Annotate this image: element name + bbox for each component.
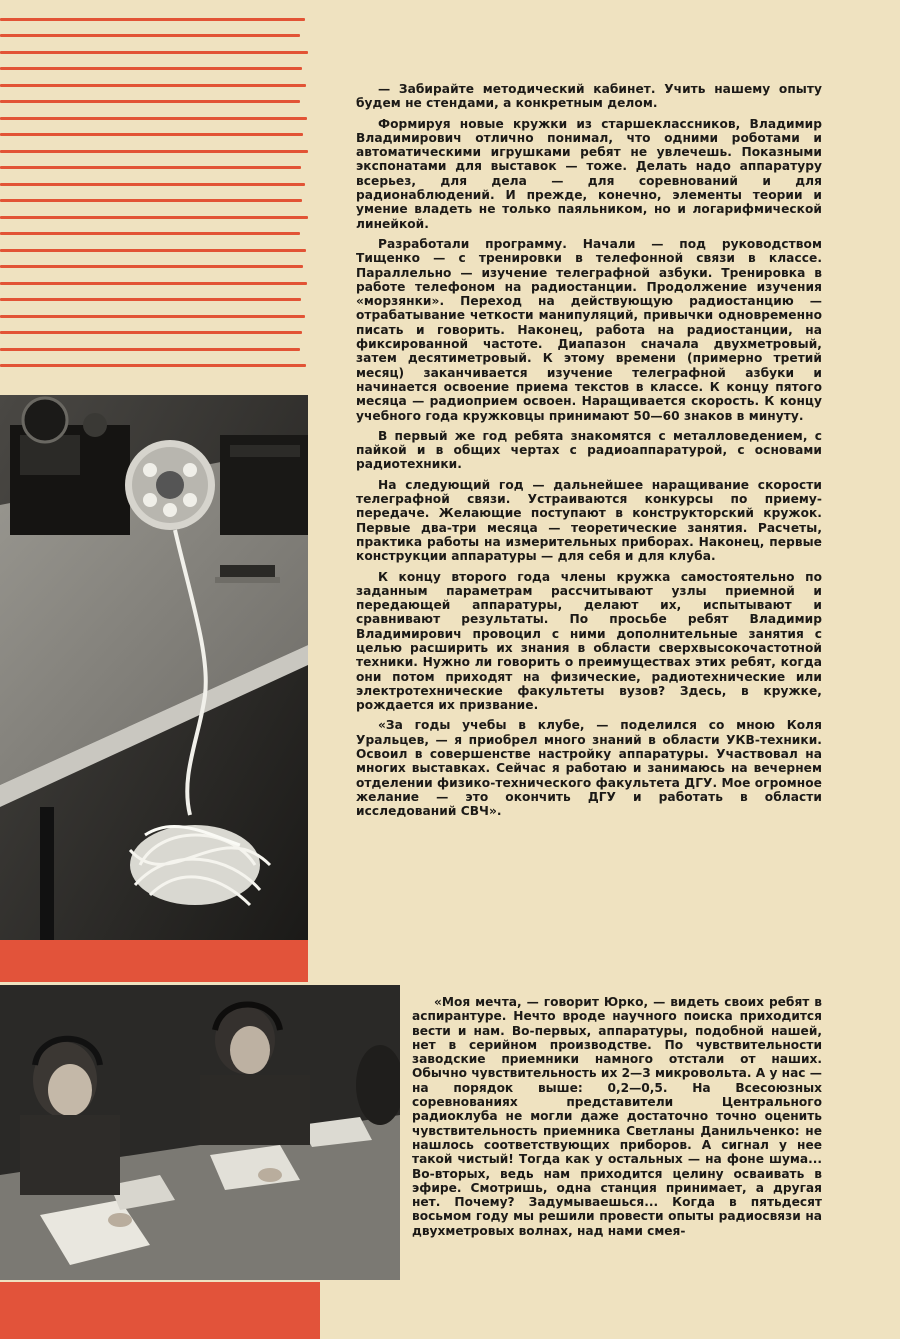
- paragraph: «За годы учебы в клубе, — поделился со мною Коля Уральцев, — я приобрел много знаний в области УКВ-техники. Освоил в совершенстве настройку аппаратуры. Участвовал на многих выставках. Сейчас я работаю и занимаюсь на вечернем отделении физико-технического факультета ДГУ. Мое огромное желание — это окончить ДГУ и работать в области исследований СВЧ».: [356, 718, 822, 819]
- paragraph: — Забирайте методический кабинет. Учить нашему опыту будем не стендами, а конкретным делом.: [356, 82, 822, 111]
- article-column: [356, 82, 822, 825]
- photo-students-writing: [0, 985, 400, 1280]
- paragraph: «Моя мечта, — говорит Юрко, — видеть своих ребят в аспирантуре. Нечто вроде научного поиска приходится вести и нам. Во-первых, аппаратуры, подобной нашей, нет в серийном производстве. По чувствительности заводские приемники намного отстали от наших. Обычно чувствительность их 2—3 микровольта. А у нас — на порядок выше: 0,2—0,5. На Всесоюзных соревнованиях представители Центрального радиоклуба не могли даже достаточно точно оценить чувствительность приемника Светланы Данильченко: не нашлось соответствующих приборов. А сигнал у нее такой чистый! Тогда как у остальных — на фоне шума... Во-вторых, ведь нам приходится целину осваивать в эфире. Смотришь, одна станция принимает, а другая нет. Почему? Задумываешься... Когда в пятьдесят восьмом году мы решили провести опыты радиосвязи на двухметровых волнах, над нами смея-: [412, 995, 822, 1238]
- article-column-continued: [412, 995, 822, 1238]
- paragraph: На следующий год — дальнейшее наращивание скорости телеграфной связи. Устраиваются конкурсы по приему-передаче. Желающие поступают в конструкторский кружок. Первые два-три месяца — теоретические занятия. Расчеты, практика работы на измерительных приборах. Наконец, первые конструкции аппаратуры — для себя и для клуба.: [356, 477, 822, 564]
- decorative-red-block-bottom: [0, 1282, 320, 1339]
- paragraph: В первый же год ребята знакомятся с металловедением, с пайкой и в общих чертах с радиоаппаратурой, с основами радиотехники.: [356, 428, 822, 472]
- paragraph: Разработали программу. Начали — под руководством Тищенко — с тренировки в телефонной связи в классе. Параллельно — изучение телеграфной азбуки. Тренировка в работе телефоном на радиостанции. Продолжение изучения «морзянки». Переход на действующую радиостанцию — отрабатывание четкости манипуляций, привычки одновременно писать и говорить. Наконец, работа на радиостанции, на фиксированной частоте. Диапазон сначала двухметровый, затем десятиметровый. К этому времени (примерно третий месяц) заканчивается изучение телеграфной азбуки и начинается освоение приема текстов в классе. К концу пятого месяца — радиоприем освоен. Наращивается скорость. К концу учебного года кружковцы принимают 50—60 знаков в минуту.: [356, 236, 822, 423]
- paragraph: Формируя новые кружки из старшеклассников, Владимир Владимирович отлично понимал, что одними роботами и автоматическими игрушками ребят не увлечешь. Показными экспонатами для выставок — тоже. Делать надо аппаратуру всерьез, для дела — для соревнований и для радионаблюдений. И прежде, конечно, элементы теории и умение владеть не только паяльником, но и логарифмической линейкой.: [356, 116, 822, 231]
- decorative-red-block: [0, 940, 308, 982]
- photo-tape-recorder: [0, 395, 308, 955]
- paragraph: К концу второго года члены кружка самостоятельно по заданным параметрам рассчитывают узлы приемной и передающей аппаратуры, делают их, испытывают и сравнивают результаты. По просьбе ребят Владимир Владимирович провоцил с ними дополнительные занятия с целью расширить их знания в области сверхвысокочастотной техники. Нужно ли говорить о преимуществах этих ребят, когда они потом приходят на физические, радиотехнические или электротехнические факультеты вузов? Здесь, в кружке, рождается их призвание.: [356, 569, 822, 713]
